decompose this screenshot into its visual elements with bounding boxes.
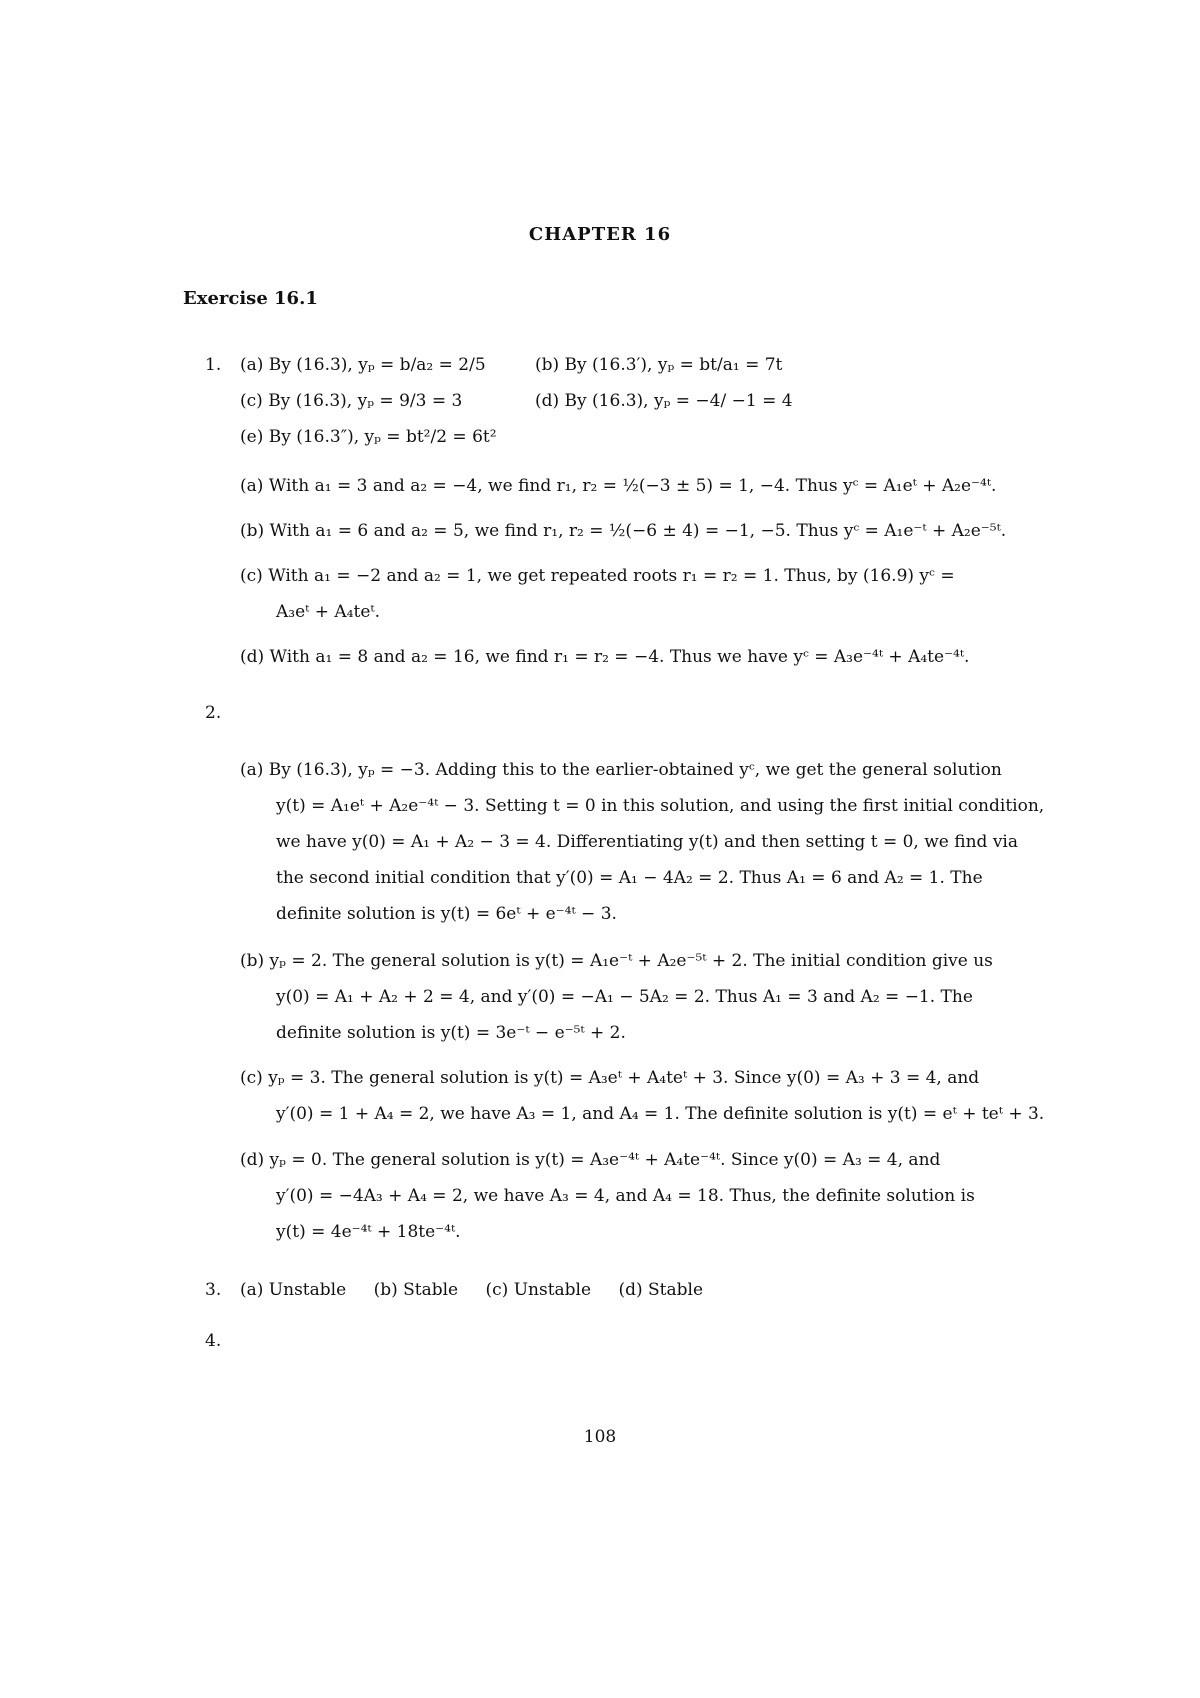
question-2-number: 2.: [205, 703, 222, 723]
q1-part-b: (b) By (16.3′), yₚ = bt/a₁ = 7t: [535, 355, 783, 375]
q2-a-line5: definite solution is y(t) = 6eᵗ + e⁻⁴ᵗ − 3.: [276, 904, 617, 924]
q2-c-line2: y′(0) = 1 + A₄ = 2, we have A₃ = 1, and A₄ = 1. The definite solution is y(t) = eᵗ + teᵗ + 3.: [276, 1104, 1045, 1124]
q3-answer-d: (d) Stable: [618, 1280, 704, 1300]
q3-answers: [240, 1280, 725, 1300]
q2-d-line3: y(t) = 4e⁻⁴ᵗ + 18te⁻⁴ᵗ.: [276, 1222, 461, 1242]
chapter-title: CHAPTER 16: [528, 224, 672, 245]
q3-answer-a: (a) Unstable: [240, 1280, 347, 1300]
exercise-title: Exercise 16.1: [183, 288, 318, 309]
q2-b-line1: (b) yₚ = 2. The general solution is y(t) = A₁e⁻ᵗ + A₂e⁻⁵ᵗ + 2. The initial condition give us: [240, 951, 993, 971]
page-number: 108: [583, 1427, 617, 1447]
q2-a-line3: we have y(0) = A₁ + A₂ − 3 = 4. Differentiating y(t) and then setting t = 0, we find via: [276, 832, 1018, 852]
q3-answer-b: (b) Stable: [373, 1280, 459, 1300]
question-3-number: 3.: [205, 1280, 222, 1300]
q1-roots-c-line2: A₃eᵗ + A₄teᵗ.: [276, 602, 380, 622]
question-4-number: 4.: [205, 1331, 222, 1351]
q1-roots-a: (a) With a₁ = 3 and a₂ = −4, we find r₁, r₂ = ½(−3 ± 5) = 1, −4. Thus yᶜ = A₁eᵗ + A₂e⁻⁴ᵗ.: [240, 476, 997, 496]
q1-part-a: (a) By (16.3), yₚ = b/a₂ = 2/5: [240, 355, 486, 375]
q1-roots-d: (d) With a₁ = 8 and a₂ = 16, we find r₁ = r₂ = −4. Thus we have yᶜ = A₃e⁻⁴ᵗ + A₄te⁻⁴ᵗ.: [240, 647, 970, 667]
q2-a-line2: y(t) = A₁eᵗ + A₂e⁻⁴ᵗ − 3. Setting t = 0 in this solution, and using the first initial condition,: [276, 796, 1045, 816]
q2-b-line3: definite solution is y(t) = 3e⁻ᵗ − e⁻⁵ᵗ + 2.: [276, 1023, 626, 1043]
q1-part-d: (d) By (16.3), yₚ = −4/ −1 = 4: [535, 391, 793, 411]
question-1-number: 1.: [205, 355, 222, 375]
q1-part-e: (e) By (16.3″), yₚ = bt²/2 = 6t²: [240, 427, 497, 447]
q1-roots-c-line1: (c) With a₁ = −2 and a₂ = 1, we get repeated roots r₁ = r₂ = 1. Thus, by (16.9) yᶜ =: [240, 566, 955, 586]
q2-a-line4: the second initial condition that y′(0) = A₁ − 4A₂ = 2. Thus A₁ = 6 and A₂ = 1. The: [276, 868, 983, 888]
q2-d-line2: y′(0) = −4A₃ + A₄ = 2, we have A₃ = 4, and A₄ = 18. Thus, the definite solution is: [276, 1186, 975, 1206]
q2-a-line1: (a) By (16.3), yₚ = −3. Adding this to the earlier-obtained yᶜ, we get the general solution: [240, 760, 1002, 780]
q2-c-line1: (c) yₚ = 3. The general solution is y(t) = A₃eᵗ + A₄teᵗ + 3. Since y(0) = A₃ + 3 = 4, and: [240, 1068, 980, 1088]
q1-roots-b: (b) With a₁ = 6 and a₂ = 5, we find r₁, r₂ = ½(−6 ± 4) = −1, −5. Thus yᶜ = A₁e⁻ᵗ + A₂e⁻⁵ᵗ.: [240, 521, 1007, 541]
q2-b-line2: y(0) = A₁ + A₂ + 2 = 4, and y′(0) = −A₁ − 5A₂ = 2. Thus A₁ = 3 and A₂ = −1. The: [276, 987, 973, 1007]
q2-d-line1: (d) yₚ = 0. The general solution is y(t) = A₃e⁻⁴ᵗ + A₄te⁻⁴ᵗ. Since y(0) = A₃ = 4, and: [240, 1150, 941, 1170]
q3-answer-c: (c) Unstable: [485, 1280, 592, 1300]
q1-part-c: (c) By (16.3), yₚ = 9/3 = 3: [240, 391, 463, 411]
